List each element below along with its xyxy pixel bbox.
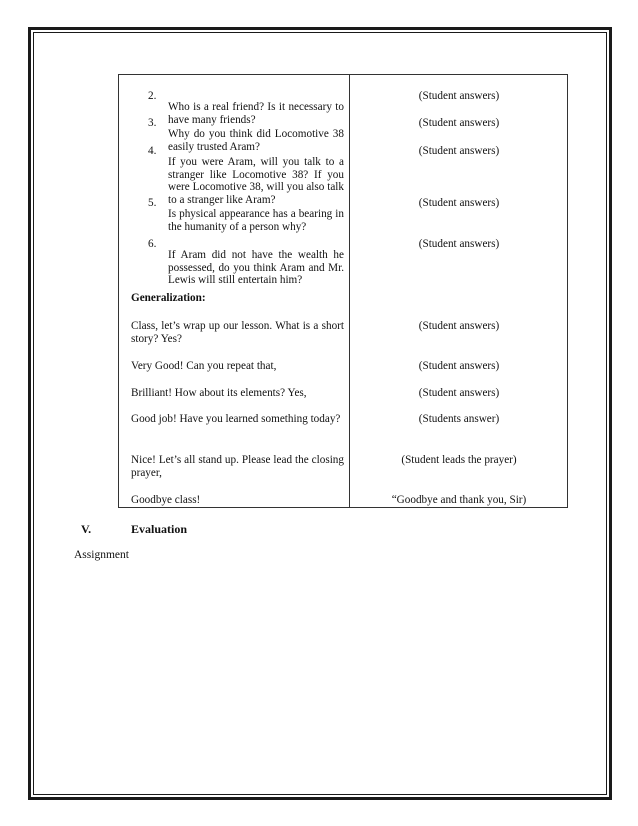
teacher-line: Good job! Have you learned something today? (131, 413, 341, 425)
student-response: (Student answers) (418, 387, 500, 399)
student-response: (Student leads the prayer) (401, 454, 517, 466)
question-text: If you were Aram, will you talk to a stranger like Locomotive 38? If you were Locomotive 38, will you also talk to a stranger like Aram? (168, 156, 344, 206)
question-text: Who is a real friend? Is it necessary to have many friends? (168, 101, 344, 126)
student-answer: (Student answers) (418, 117, 500, 129)
question-number: 2. (148, 90, 157, 102)
student-response: (Student answers) (418, 360, 500, 372)
teacher-line: Nice! Let’s all stand up. Please lead the closing prayer, (131, 454, 344, 479)
section-title: Evaluation (131, 522, 188, 536)
teacher-line: Brilliant! How about its elements? Yes, (131, 387, 307, 399)
student-answer: (Student answers) (418, 238, 500, 250)
teacher-line: Goodbye class! (131, 494, 201, 506)
question-number: 3. (148, 117, 157, 129)
student-response: “Goodbye and thank you, Sir) (391, 494, 527, 506)
student-answer: (Student answers) (418, 197, 500, 209)
teacher-line: Class, let’s wrap up our lesson. What is a short story? Yes? (131, 320, 344, 345)
student-answer: (Student answers) (418, 90, 500, 102)
table-column-divider (349, 74, 350, 508)
student-response: (Students answer) (418, 413, 500, 425)
question-text: Is physical appearance has a bearing in the humanity of a person why? (168, 208, 344, 233)
question-number: 6. (148, 238, 157, 250)
question-number: 4. (148, 145, 157, 157)
student-answer: (Student answers) (418, 145, 500, 157)
question-text: If Aram did not have the wealth he possessed, do you think Aram and Mr. Lewis will still entertain him? (168, 249, 344, 287)
question-number: 5. (148, 197, 157, 209)
question-text: Why do you think did Locomotive 38 easily trusted Aram? (168, 128, 344, 153)
student-response: (Student answers) (418, 320, 500, 332)
section-number: V. (81, 522, 92, 536)
teacher-line: Very Good! Can you repeat that, (131, 360, 277, 372)
assignment-label: Assignment (74, 549, 129, 561)
generalization-heading: Generalization: (131, 292, 206, 304)
